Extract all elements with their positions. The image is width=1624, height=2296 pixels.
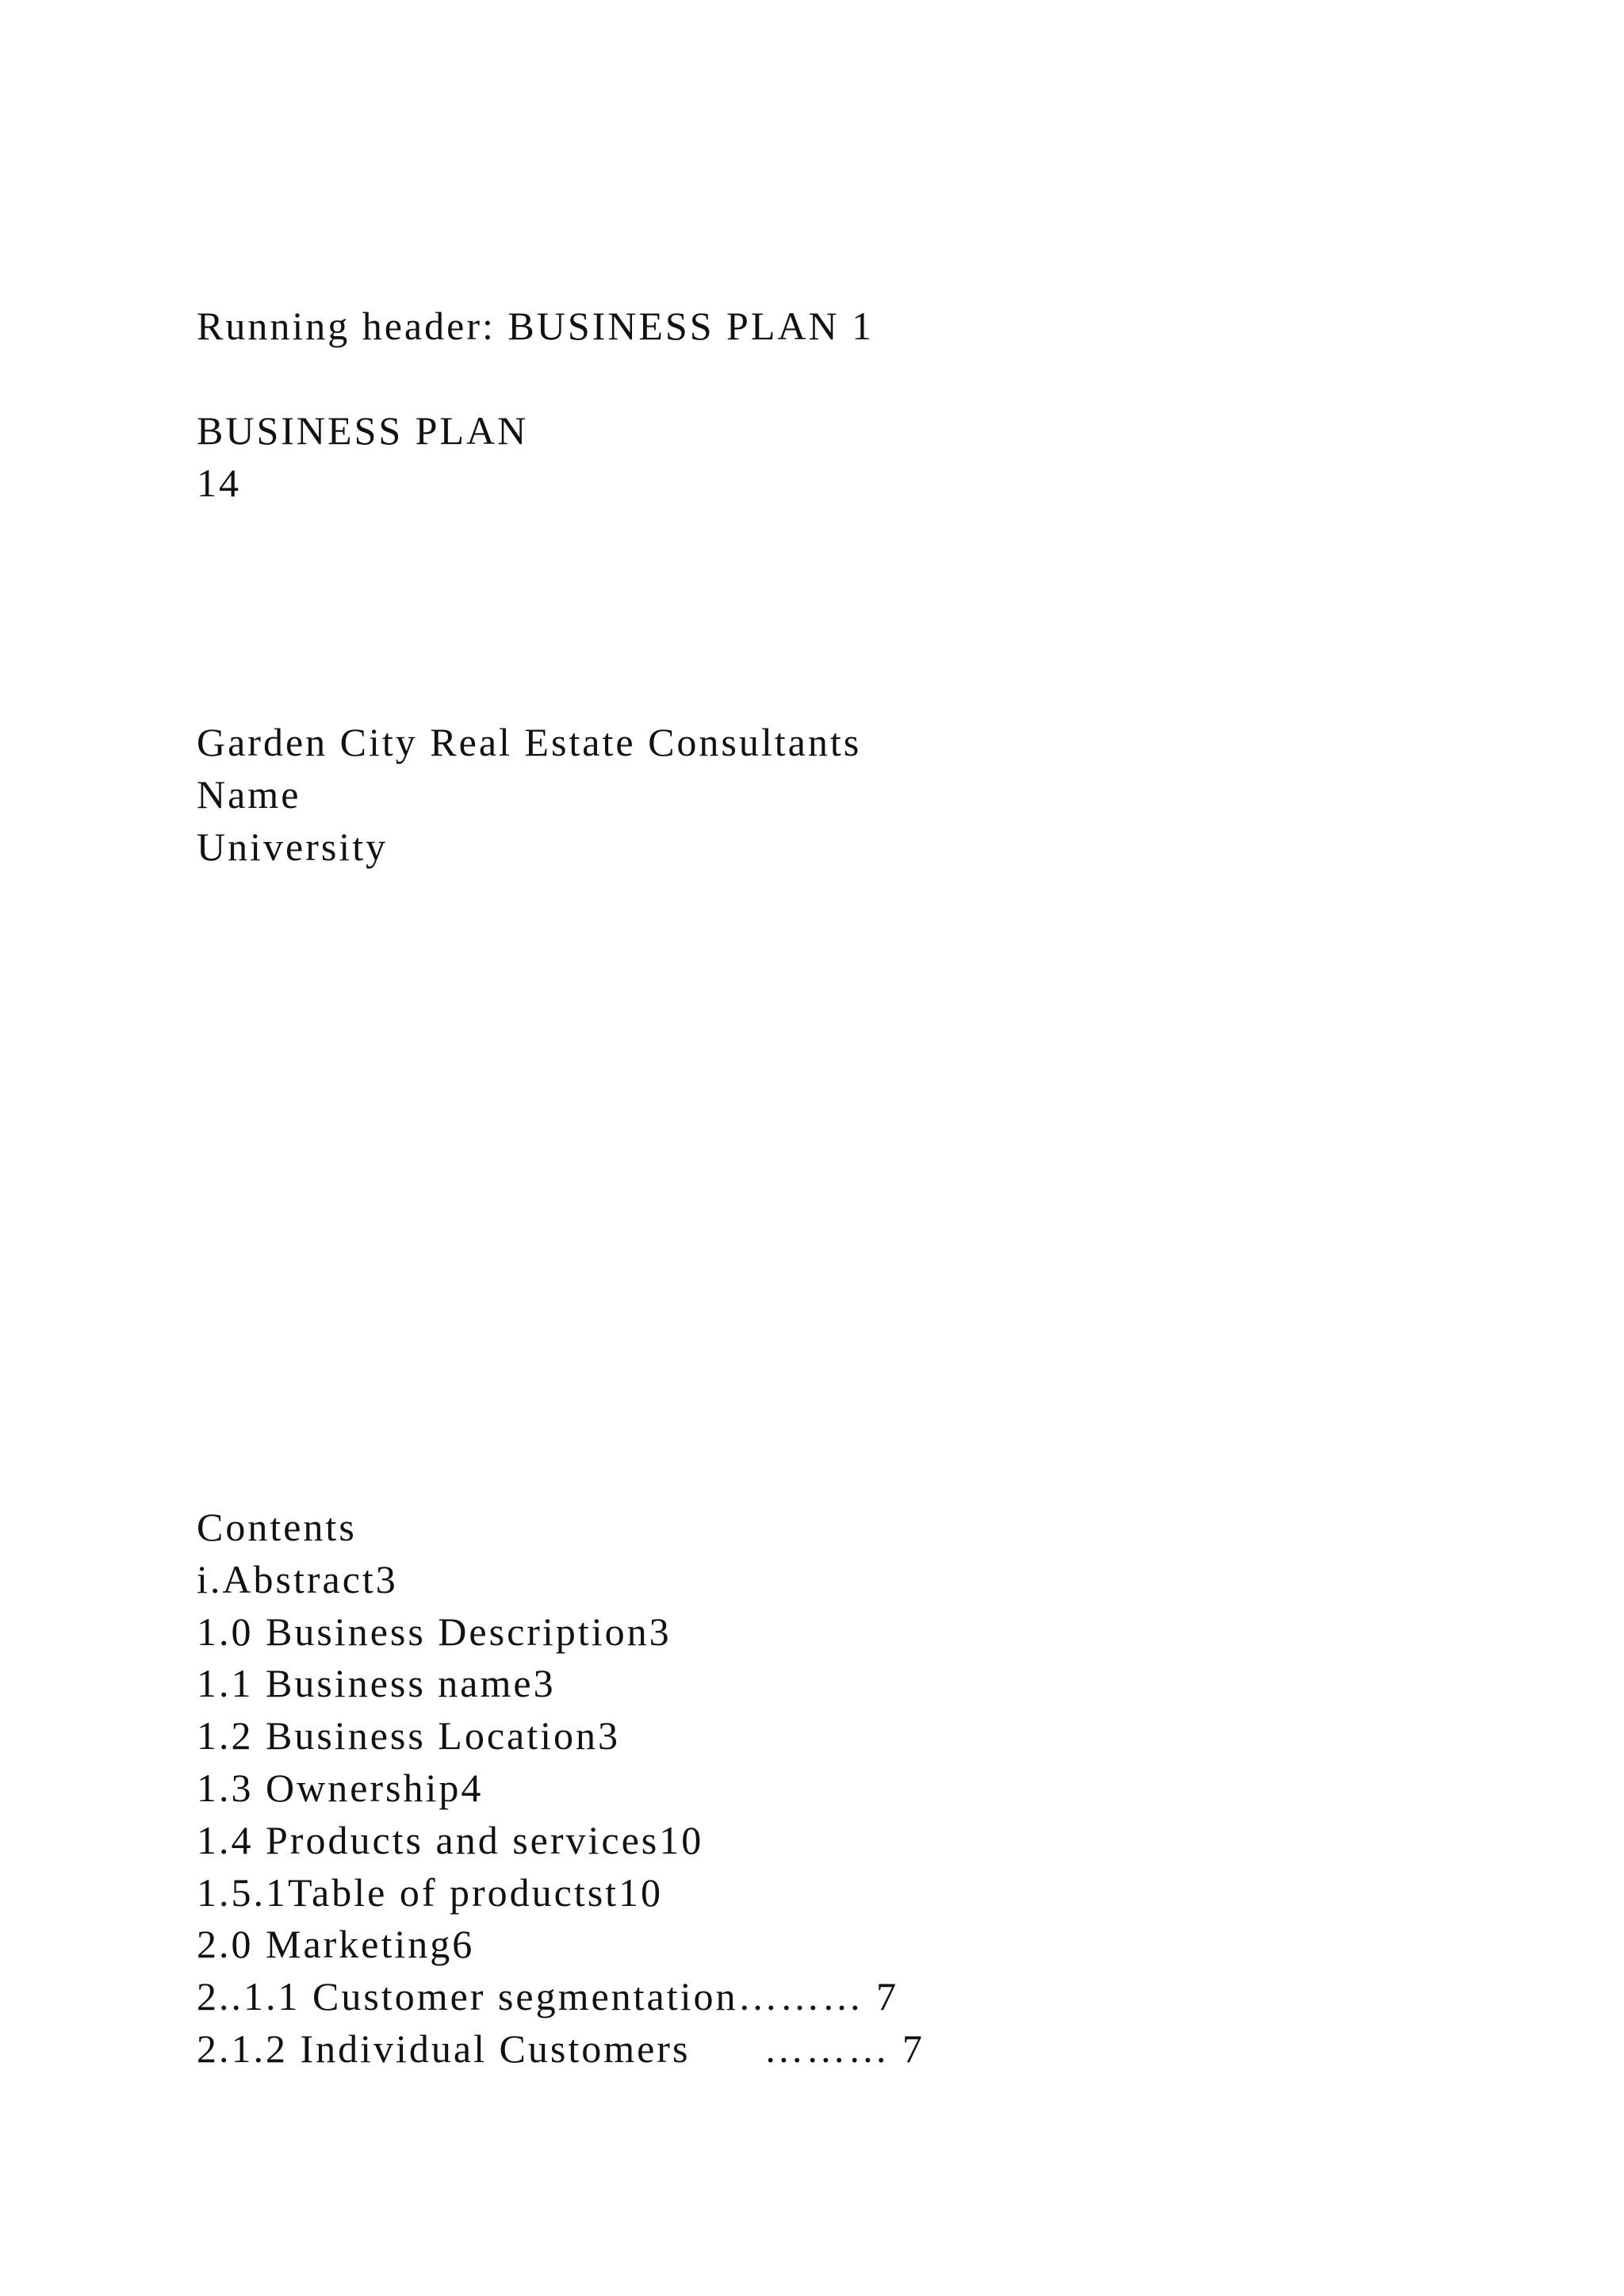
toc-entry[interactable]: 2.1.2 Individual Customers ……… 7: [197, 2026, 925, 2071]
page-number: 14: [197, 461, 241, 505]
toc-entry[interactable]: 1.3 Ownership4: [197, 1766, 484, 1810]
toc-entry[interactable]: 1.0 Business Description3: [197, 1609, 672, 1654]
toc-entry[interactable]: 1.1 Business name3: [197, 1661, 556, 1705]
toc-entry[interactable]: 2..1.1 Customer segmentation……… 7: [197, 1974, 899, 2019]
university-name: University: [197, 825, 389, 869]
short-title: BUSINESS PLAN: [197, 408, 529, 453]
toc-entry[interactable]: 2.0 Marketing6: [197, 1922, 475, 1966]
toc-entry[interactable]: 1.4 Products and services10: [197, 1818, 704, 1862]
running-header: Running header: BUSINESS PLAN 1: [197, 304, 875, 348]
toc-entry[interactable]: 1.5.1Table of productst10: [197, 1870, 664, 1915]
toc-entry[interactable]: i.Abstract3: [197, 1557, 398, 1601]
toc-entry[interactable]: 1.2 Business Location3: [197, 1713, 621, 1758]
author-name: Name: [197, 772, 301, 817]
toc-heading: Contents: [197, 1505, 357, 1549]
document-title: Garden City Real Estate Consultants: [197, 720, 862, 764]
